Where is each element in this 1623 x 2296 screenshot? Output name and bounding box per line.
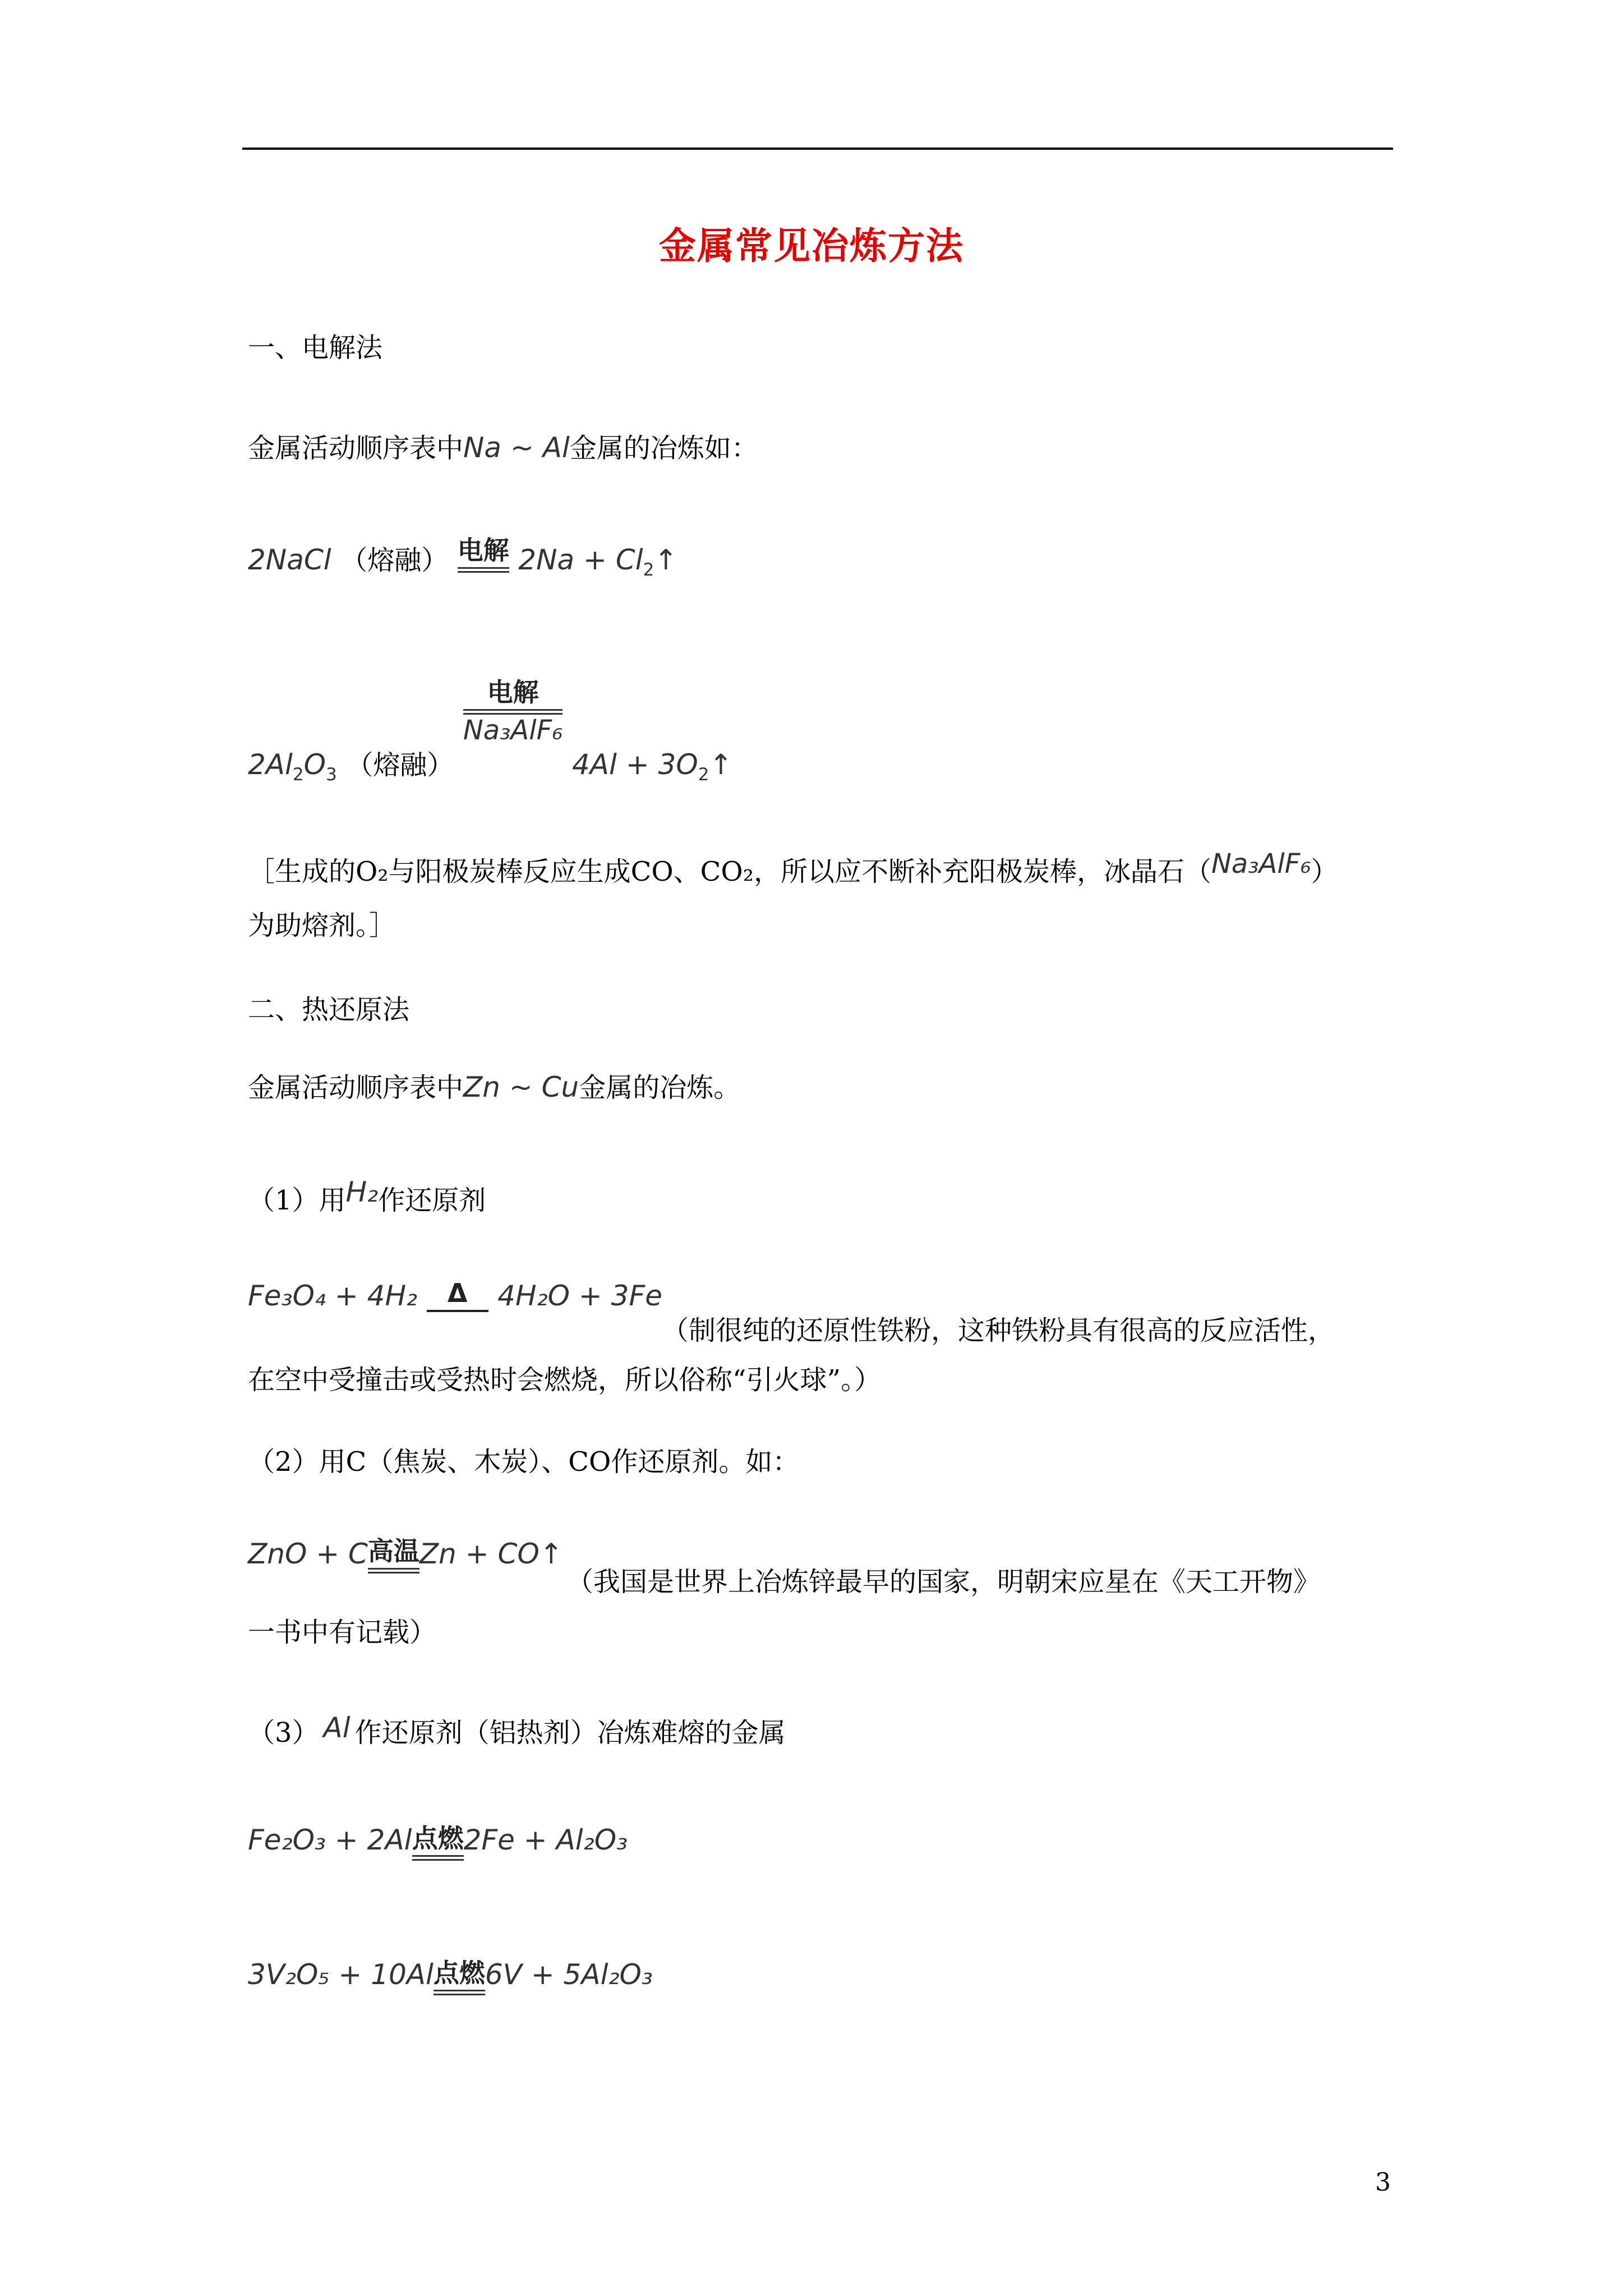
eq1-reactant: 2NaCl [248, 544, 331, 576]
eq6-lhs: 3V₂O₅ + 10Al [248, 1958, 434, 1991]
eq2-products: $4Al + 3O_2↑$ [571, 748, 733, 785]
item-2: （2）用C（焦炭、木炭）、CO作还原剂。如： [248, 1446, 800, 1478]
section1-heading: 一、电解法 [248, 332, 383, 364]
note-line-1: ［生成的O₂与阳极炭棒反应生成CO、CO₂，所以应不断补充阳极炭棒，冰晶石（Na₃AlF₆） [248, 848, 1338, 887]
intro-post: 金属的冶炼如： [569, 432, 758, 464]
eq3-rhs: 4H₂O + 3Fe [497, 1280, 662, 1312]
double-equals [368, 1568, 419, 1573]
double-equals [412, 1855, 464, 1861]
eq5-condition: 点燃 [412, 1824, 464, 1861]
equation-al2o3-electrolysis [248, 677, 733, 785]
eq1-products: $2Na + Cl_2↑$ [518, 544, 678, 580]
item3-agent: Al [323, 1711, 351, 1744]
eq5-lhs: Fe₂O₃ + 2Al [248, 1824, 412, 1856]
intro-pre: 金属活动顺序表中 [248, 432, 464, 464]
section2-heading: 二、热还原法 [248, 994, 410, 1025]
page-number: 3 [1375, 2168, 1391, 2197]
equation-nacl-electrolysis [248, 535, 678, 583]
eq4-condition: 高温 [368, 1536, 419, 1573]
eq6-condition: 点燃 [434, 1958, 485, 1995]
eq2-flux: Na₃AlF₆ [463, 715, 563, 746]
eq5-rhs: 2Fe + Al₂O₃ [463, 1824, 628, 1856]
item-1: （1）用H₂作还原剂 [248, 1176, 486, 1216]
header-rule [242, 148, 1393, 150]
equation-zno-c [248, 1537, 563, 1577]
eq1-state: （熔融） [340, 545, 449, 576]
eq2-reactant: $2Al_2O_3$ [248, 748, 337, 785]
eq3-lhs: Fe₃O₄ + 4H₂ [248, 1280, 418, 1312]
item-3: （3） Al 作还原剂（铝热剂）冶炼难熔的金属 [248, 1711, 786, 1749]
eq3-note-a: （制很纯的还原性铁粉，这种铁粉具有很高的反应活性， [662, 1315, 1335, 1346]
eq3-condition [427, 1278, 488, 1312]
equation-thermite-fe [248, 1823, 628, 1863]
eq6-rhs: 6V + 5Al₂O₃ [485, 1958, 653, 1991]
eq4-rhs: Zn + CO↑ [419, 1538, 563, 1570]
note-formula: Na₃AlF₆ [1211, 848, 1311, 880]
page-title: 金属常见冶炼方法 [659, 224, 964, 268]
equation-fe3o4-h2 [248, 1279, 662, 1315]
note-line-2: 为助熔剂。］ [248, 910, 396, 941]
single-line [427, 1310, 488, 1312]
eq4-lhs: ZnO + C [248, 1538, 368, 1570]
section1-intro [248, 431, 758, 465]
gas-arrow-icon: ↑ [539, 1538, 563, 1570]
equation-thermite-v [248, 1958, 653, 1998]
eq1-condition: 电解 [458, 536, 509, 573]
gas-arrow-icon: ↑ [654, 544, 678, 576]
double-equals [463, 709, 563, 715]
eq3-note-b: 在空中受撞击或受热时会燃烧，所以俗称“引火球”。） [248, 1364, 882, 1396]
section2-intro: 金属活动顺序表中Zn ~ Cu金属的冶炼。 [248, 1071, 741, 1103]
delta-icon: Δ [447, 1278, 468, 1308]
double-equals [434, 1990, 485, 1995]
double-equals [458, 567, 509, 573]
eq2-condition: 电解 Na₃AlF₆ [463, 677, 563, 746]
intro-range-formula: Zn ~ Cu [463, 1071, 579, 1103]
gas-arrow-icon: ↑ [709, 748, 733, 781]
intro-range-formula: Na ~ Al [463, 431, 570, 464]
eq2-state: （熔融） [346, 749, 454, 781]
item1-agent: H₂ [345, 1176, 379, 1208]
eq4-note-a: （我国是世界上冶炼锌最早的国家，明朝宋应星在《天工开物》 [566, 1566, 1321, 1598]
eq4-note-b: 一书中有记载） [248, 1617, 437, 1648]
